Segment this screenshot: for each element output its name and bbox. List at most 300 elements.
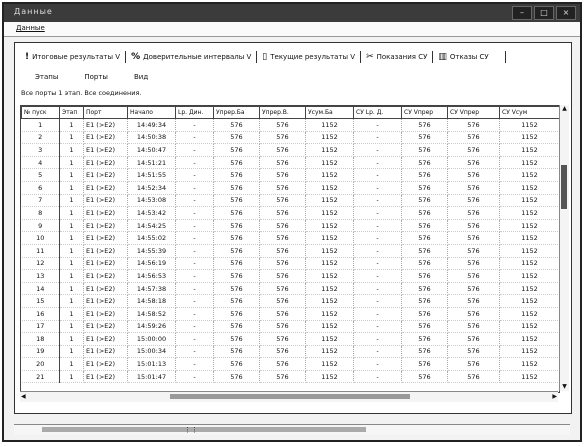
table-cell: E1 (>E2) <box>84 320 128 333</box>
submenu-stages[interactable]: Этапы <box>35 73 59 81</box>
horizontal-scrollbar[interactable] <box>20 391 558 402</box>
table-cell: 576 <box>402 131 448 144</box>
table-cell: 1152 <box>500 282 560 295</box>
table-cell: 576 <box>448 257 500 270</box>
window-scroll-thumb[interactable] <box>42 427 366 432</box>
vertical-scroll-thumb[interactable] <box>561 165 567 209</box>
table-cell: 1152 <box>500 232 560 245</box>
table-cell: 7 <box>22 194 60 207</box>
table-cell: 1 <box>60 282 84 295</box>
table-cell: 576 <box>402 156 448 169</box>
table-cell: 18 <box>22 333 60 346</box>
table-cell: 576 <box>260 144 306 157</box>
data-panel <box>14 42 572 414</box>
table-cell: 576 <box>260 194 306 207</box>
table-cell: 576 <box>260 345 306 358</box>
table-cell: 1 <box>60 207 84 220</box>
table-cell: 17 <box>22 320 60 333</box>
final-results-label: Итоговые результаты V <box>32 53 121 61</box>
table-cell: 576 <box>214 370 260 383</box>
table-cell: 576 <box>214 345 260 358</box>
table-cell: 1152 <box>306 219 354 232</box>
table-row[interactable] <box>22 181 560 194</box>
table-cell: 576 <box>214 320 260 333</box>
table-cell: 576 <box>214 207 260 220</box>
table-cell: 576 <box>402 119 448 132</box>
table-cell: 1 <box>60 333 84 346</box>
table-cell: - <box>354 119 402 132</box>
table-cell: 1152 <box>306 270 354 283</box>
table-row[interactable] <box>22 307 560 320</box>
table-cell: 1152 <box>306 282 354 295</box>
table-cell: 1 <box>60 232 84 245</box>
confidence-intervals-label: Доверительные интервалы V <box>143 53 252 61</box>
table-row[interactable] <box>22 370 560 383</box>
table-cell: 576 <box>448 119 500 132</box>
table-row[interactable] <box>22 194 560 207</box>
table-cell: 576 <box>448 244 500 257</box>
table-cell: 1152 <box>306 333 354 346</box>
table-cell: E1 (>E2) <box>84 257 128 270</box>
table-cell: 13 <box>22 270 60 283</box>
table-row[interactable] <box>22 232 560 245</box>
submenu-ports[interactable]: Порты <box>84 73 108 81</box>
table-cell: - <box>176 320 214 333</box>
table-cell: E1 (>E2) <box>84 345 128 358</box>
percent-icon: % <box>131 52 141 62</box>
table-cell: E1 (>E2) <box>84 270 128 283</box>
table-cell: 1152 <box>306 156 354 169</box>
table-cell: 1152 <box>306 320 354 333</box>
table-cell: 576 <box>448 194 500 207</box>
table-cell: - <box>354 207 402 220</box>
column-header[interactable]: Упрер.Ба <box>214 107 260 119</box>
table-cell: 16 <box>22 307 60 320</box>
table-cell: 1 <box>60 131 84 144</box>
table-cell: 576 <box>260 270 306 283</box>
table-cell: 576 <box>214 232 260 245</box>
table-cell: 576 <box>402 244 448 257</box>
table-cell: 576 <box>448 156 500 169</box>
table-cell: 576 <box>402 282 448 295</box>
table-cell: 1152 <box>306 244 354 257</box>
table-row[interactable] <box>22 144 560 157</box>
table-cell: 576 <box>214 282 260 295</box>
scroll-left-icon[interactable]: ◀ <box>21 393 26 400</box>
table-cell: - <box>176 169 214 182</box>
table-cell: 1152 <box>500 194 560 207</box>
toolbar-divider <box>125 51 126 63</box>
table-cell: 14:55:39 <box>128 244 176 257</box>
table-cell: 576 <box>260 156 306 169</box>
table-cell: 6 <box>22 181 60 194</box>
final-results-button[interactable] <box>21 52 124 62</box>
table-row[interactable] <box>22 119 560 132</box>
table-cell: 14:56:19 <box>128 257 176 270</box>
table-cell: 576 <box>448 370 500 383</box>
table-cell: 1152 <box>500 370 560 383</box>
toolbar-divider <box>360 51 361 63</box>
table-cell: 1152 <box>500 181 560 194</box>
table-cell: - <box>354 370 402 383</box>
scroll-up-icon[interactable]: ▲ <box>562 105 567 112</box>
table-cell: 576 <box>448 345 500 358</box>
table-cell: 576 <box>260 295 306 308</box>
table-cell: 8 <box>22 207 60 220</box>
table-cell: 5 <box>22 169 60 182</box>
table-row[interactable] <box>22 270 560 283</box>
table-cell: 1152 <box>306 370 354 383</box>
toolbar <box>21 51 506 63</box>
table-cell: 1152 <box>306 257 354 270</box>
table-cell: 1 <box>60 370 84 383</box>
table-cell: 1152 <box>500 219 560 232</box>
table-cell: 1152 <box>500 333 560 346</box>
submenu-bar <box>35 73 148 81</box>
table-cell: 1152 <box>500 307 560 320</box>
table-cell: 1 <box>60 358 84 371</box>
minimize-button[interactable]: – <box>512 6 532 20</box>
table-cell: - <box>176 244 214 257</box>
horizontal-scroll-thumb[interactable] <box>170 394 410 399</box>
title-bar[interactable] <box>4 4 580 22</box>
table-cell: E1 (>E2) <box>84 119 128 132</box>
column-header[interactable]: СУ Vпрер <box>448 107 500 119</box>
table-row[interactable] <box>22 257 560 270</box>
table-cell: 576 <box>260 119 306 132</box>
table-cell: - <box>176 307 214 320</box>
table-cell: - <box>176 194 214 207</box>
table-cell: - <box>176 345 214 358</box>
table-cell: 1152 <box>500 131 560 144</box>
table-cell: 1152 <box>500 156 560 169</box>
table-cell: - <box>354 232 402 245</box>
table-cell: 1152 <box>306 144 354 157</box>
column-header[interactable]: Начало <box>128 107 176 119</box>
table-cell: 576 <box>402 295 448 308</box>
table-row[interactable] <box>22 333 560 346</box>
table-cell: 576 <box>402 320 448 333</box>
filter-status: Все порты 1 этап. Все соединения. <box>21 89 142 97</box>
table-cell: 1152 <box>500 257 560 270</box>
table-cell: 14:52:34 <box>128 181 176 194</box>
column-header[interactable]: СУ Lр. Д. <box>354 107 402 119</box>
table-cell: 576 <box>214 307 260 320</box>
table-cell: - <box>354 169 402 182</box>
table-cell: 1 <box>60 119 84 132</box>
table-cell: 1152 <box>500 144 560 157</box>
table-cell: 2 <box>22 131 60 144</box>
table-cell: - <box>354 307 402 320</box>
table-cell: E1 (>E2) <box>84 307 128 320</box>
table-cell: 15:01:13 <box>128 358 176 371</box>
table-cell: 576 <box>448 144 500 157</box>
table-row[interactable] <box>22 282 560 295</box>
table-cell: - <box>354 345 402 358</box>
table-cell: 576 <box>214 156 260 169</box>
scroll-right-icon[interactable]: ▶ <box>552 393 557 400</box>
table-cell: 576 <box>214 181 260 194</box>
table-cell: 14 <box>22 282 60 295</box>
table-cell: 1 <box>60 345 84 358</box>
toolbar-divider <box>505 51 506 63</box>
table-cell: 576 <box>448 219 500 232</box>
table-cell: E1 (>E2) <box>84 156 128 169</box>
table-cell: 11 <box>22 244 60 257</box>
table-cell: 1152 <box>500 270 560 283</box>
column-header[interactable]: Порт <box>84 107 128 119</box>
table-cell: 576 <box>260 307 306 320</box>
table-cell: - <box>354 358 402 371</box>
table-cell: 1 <box>22 119 60 132</box>
close-button[interactable]: × <box>556 6 576 20</box>
table-cell: 576 <box>448 232 500 245</box>
table-cell: 576 <box>448 270 500 283</box>
table-cell: 576 <box>402 219 448 232</box>
table-cell: 576 <box>214 333 260 346</box>
table-cell: - <box>176 144 214 157</box>
table-cell: 1152 <box>500 169 560 182</box>
table-cell: 576 <box>260 169 306 182</box>
su-readings-button[interactable] <box>362 52 431 62</box>
table-cell: 576 <box>214 270 260 283</box>
table-cell: 1 <box>60 194 84 207</box>
table-cell: E1 (>E2) <box>84 282 128 295</box>
table-cell: - <box>354 156 402 169</box>
table-cell: 1152 <box>306 345 354 358</box>
table-cell: 1152 <box>500 320 560 333</box>
table-cell: - <box>354 219 402 232</box>
table-cell: - <box>176 370 214 383</box>
table-cell: - <box>354 144 402 157</box>
table-cell: 12 <box>22 257 60 270</box>
table-cell: E1 (>E2) <box>84 181 128 194</box>
menu-item-data[interactable]: Данные <box>16 24 45 32</box>
table-cell: 14:50:38 <box>128 131 176 144</box>
table-cell: 576 <box>402 232 448 245</box>
table-cell: 576 <box>402 194 448 207</box>
table-cell: - <box>354 131 402 144</box>
menu-bar <box>4 22 580 37</box>
table-row[interactable] <box>22 131 560 144</box>
toolbar-divider <box>432 51 433 63</box>
table-cell: 3 <box>22 144 60 157</box>
table-body <box>22 119 560 383</box>
table-cell: 1 <box>60 270 84 283</box>
table-cell: 1152 <box>500 358 560 371</box>
table-cell: 576 <box>402 257 448 270</box>
grid-icon: ▥ <box>438 52 447 62</box>
table-cell: 576 <box>448 295 500 308</box>
table-cell: E1 (>E2) <box>84 207 128 220</box>
main-window <box>2 2 582 442</box>
table-cell: E1 (>E2) <box>84 219 128 232</box>
current-results-button[interactable] <box>258 52 359 62</box>
table-cell: 1152 <box>500 207 560 220</box>
table-cell: 1 <box>60 169 84 182</box>
table-cell: - <box>176 270 214 283</box>
table-cell: 1 <box>60 295 84 308</box>
tools-icon: ✂ <box>366 52 374 62</box>
table-cell: 14:57:38 <box>128 282 176 295</box>
table-cell: 576 <box>260 219 306 232</box>
table-cell: - <box>176 219 214 232</box>
table-cell: 14:54:25 <box>128 219 176 232</box>
table-cell: - <box>176 257 214 270</box>
table-row[interactable] <box>22 345 560 358</box>
table-cell: 576 <box>260 232 306 245</box>
su-failures-button[interactable] <box>434 52 492 62</box>
table-cell: 576 <box>448 307 500 320</box>
column-header[interactable]: Упрер.В. <box>260 107 306 119</box>
table-cell: 576 <box>214 131 260 144</box>
table-row[interactable] <box>22 169 560 182</box>
table-cell: 576 <box>214 257 260 270</box>
window-horizontal-scrollbar[interactable] <box>14 424 570 435</box>
submenu-view[interactable]: Вид <box>133 73 149 81</box>
table-cell: 1152 <box>306 131 354 144</box>
table-cell: 1152 <box>306 232 354 245</box>
table-cell: 576 <box>402 181 448 194</box>
table-cell: 14:50:47 <box>128 144 176 157</box>
table-cell: 576 <box>214 119 260 132</box>
table-row[interactable] <box>22 358 560 371</box>
results-table[interactable] <box>20 105 560 393</box>
column-header[interactable]: № пуск <box>22 107 60 119</box>
table-row[interactable] <box>22 320 560 333</box>
table-cell: 1152 <box>306 207 354 220</box>
table-cell: - <box>176 131 214 144</box>
table-cell: - <box>176 295 214 308</box>
table-cell: 15:00:34 <box>128 345 176 358</box>
window-title: Данные <box>14 7 53 16</box>
table-cell: E1 (>E2) <box>84 333 128 346</box>
table-header-row <box>22 107 560 119</box>
table-cell: 576 <box>260 244 306 257</box>
table-cell: 1 <box>60 320 84 333</box>
table-cell: 14:55:02 <box>128 232 176 245</box>
table-cell: E1 (>E2) <box>84 169 128 182</box>
table-cell: - <box>176 358 214 371</box>
table-cell: 1152 <box>306 194 354 207</box>
table-cell: - <box>354 194 402 207</box>
window-controls <box>512 6 576 20</box>
table-cell: 1 <box>60 307 84 320</box>
table-cell: 576 <box>402 345 448 358</box>
table-cell: 576 <box>448 320 500 333</box>
table-cell: 576 <box>260 257 306 270</box>
table-row[interactable] <box>22 244 560 257</box>
table-cell: 14:56:53 <box>128 270 176 283</box>
table-cell: E1 (>E2) <box>84 131 128 144</box>
table-cell: 576 <box>214 219 260 232</box>
table-cell: 9 <box>22 219 60 232</box>
table-cell: - <box>354 244 402 257</box>
table-cell: - <box>354 257 402 270</box>
table-cell: - <box>354 295 402 308</box>
column-header[interactable]: СУ Vсум <box>500 107 560 119</box>
table-cell: - <box>176 333 214 346</box>
table-cell: E1 (>E2) <box>84 144 128 157</box>
table-cell: 14:49:34 <box>128 119 176 132</box>
table-cell: 1152 <box>306 181 354 194</box>
toolbar-divider <box>256 51 257 63</box>
table-cell: 21 <box>22 370 60 383</box>
column-header[interactable]: Этап <box>60 107 84 119</box>
column-header[interactable]: Усум.Ба <box>306 107 354 119</box>
table-cell: 576 <box>214 358 260 371</box>
table-cell: 576 <box>260 333 306 346</box>
table-row[interactable] <box>22 295 560 308</box>
current-results-label: Текущие результаты V <box>270 53 356 61</box>
table-row[interactable] <box>22 207 560 220</box>
table-cell: E1 (>E2) <box>84 194 128 207</box>
table-cell: - <box>354 333 402 346</box>
table-cell: 1152 <box>500 244 560 257</box>
table-cell: - <box>176 232 214 245</box>
table-cell: 1 <box>60 244 84 257</box>
table-cell: 1152 <box>306 307 354 320</box>
scroll-down-icon[interactable]: ▼ <box>562 383 567 390</box>
table-cell: 576 <box>448 131 500 144</box>
column-header[interactable]: СУ Vпрер <box>402 107 448 119</box>
su-failures-label: Отказы СУ <box>449 53 489 61</box>
table-cell: E1 (>E2) <box>84 370 128 383</box>
table-cell: 14:58:18 <box>128 295 176 308</box>
table-cell: 20 <box>22 358 60 371</box>
table-cell: 1152 <box>500 295 560 308</box>
table-row[interactable] <box>22 156 560 169</box>
table-cell: 576 <box>402 333 448 346</box>
table-cell: 576 <box>214 144 260 157</box>
table-cell: 576 <box>402 358 448 371</box>
table-cell: 14:58:52 <box>128 307 176 320</box>
table-cell: 576 <box>402 307 448 320</box>
table-cell: 576 <box>448 282 500 295</box>
table-cell: 4 <box>22 156 60 169</box>
table-cell: 1152 <box>306 119 354 132</box>
table-cell: 1 <box>60 181 84 194</box>
table-cell: 1152 <box>500 119 560 132</box>
table-cell: 1152 <box>306 295 354 308</box>
table-cell: - <box>354 181 402 194</box>
table-cell: - <box>354 320 402 333</box>
table-cell: 576 <box>260 131 306 144</box>
column-header[interactable]: Lр. Дин. <box>176 107 214 119</box>
table-cell: 576 <box>448 358 500 371</box>
table-cell: 14:53:08 <box>128 194 176 207</box>
vertical-scrollbar[interactable] <box>559 105 569 391</box>
table-cell: 576 <box>260 370 306 383</box>
table-cell: E1 (>E2) <box>84 358 128 371</box>
table-cell: E1 (>E2) <box>84 232 128 245</box>
maximize-button[interactable]: □ <box>534 6 554 20</box>
table-cell: 15 <box>22 295 60 308</box>
table-cell: 1 <box>60 257 84 270</box>
exclamation-icon: ! <box>25 52 30 62</box>
table-cell: 576 <box>402 370 448 383</box>
document-icon: ▯ <box>262 52 268 62</box>
table-cell: 14:51:21 <box>128 156 176 169</box>
table-cell: 15:01:47 <box>128 370 176 383</box>
table-cell: 15:00:00 <box>128 333 176 346</box>
table-cell: 576 <box>214 295 260 308</box>
table-row[interactable] <box>22 219 560 232</box>
table-cell: 576 <box>214 244 260 257</box>
confidence-intervals-button[interactable] <box>127 52 255 62</box>
table-cell: 1 <box>60 144 84 157</box>
table-cell: 1152 <box>306 358 354 371</box>
